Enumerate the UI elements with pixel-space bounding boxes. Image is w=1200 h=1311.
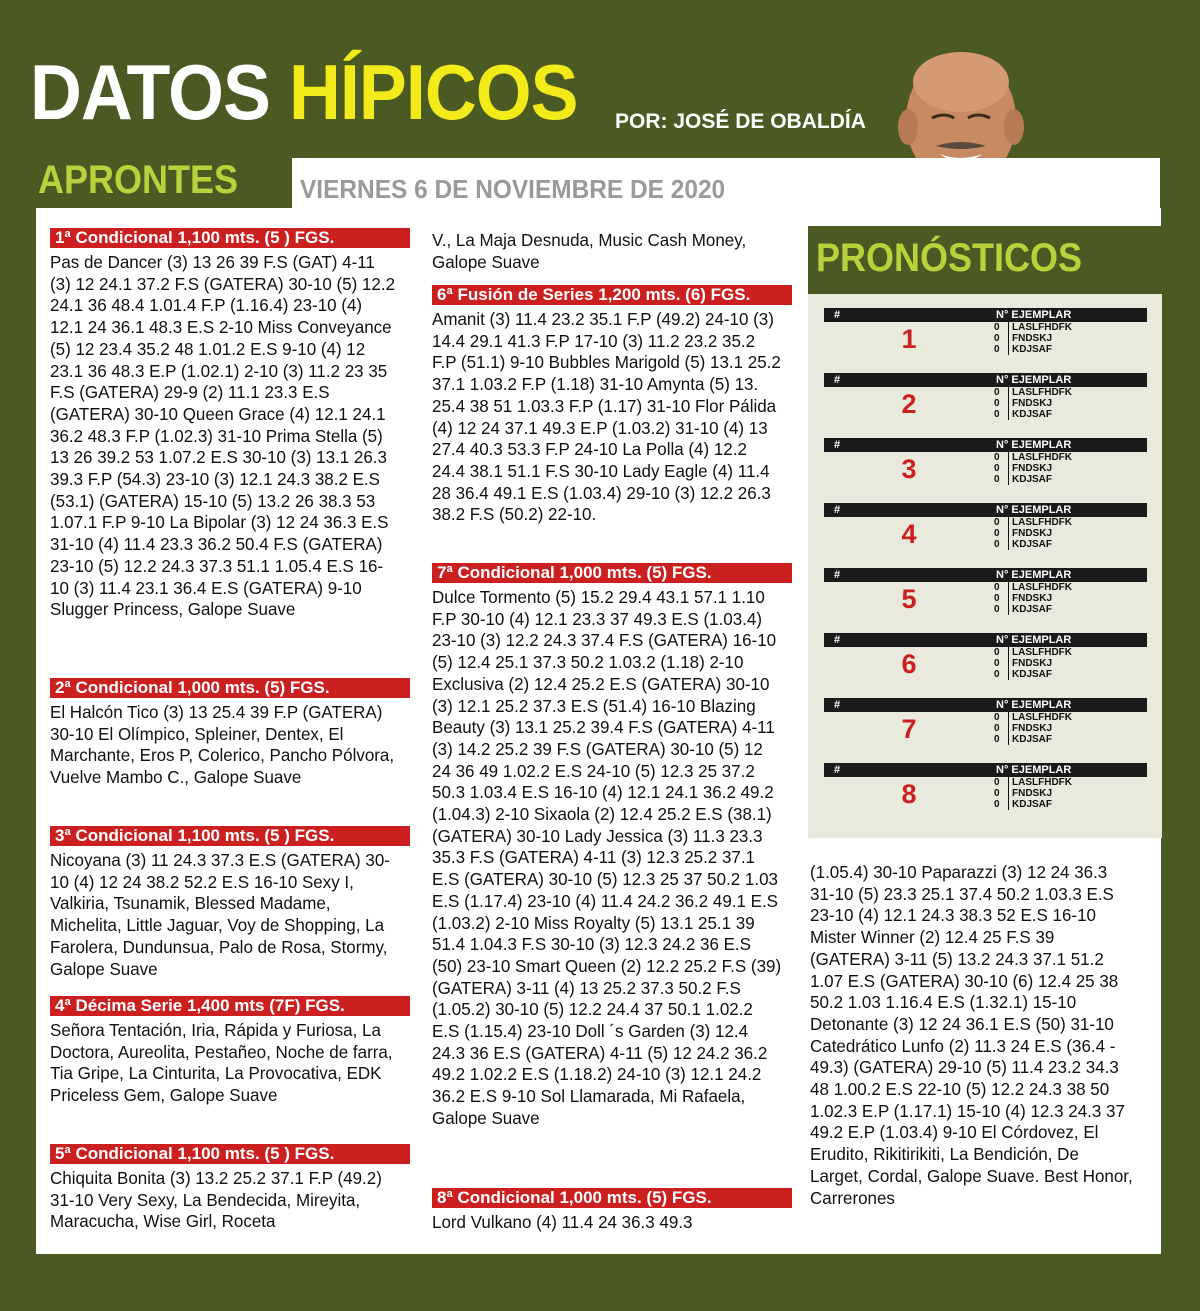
col-ejemplar-label: N° EJEMPLAR bbox=[996, 569, 1072, 581]
pronostico-row bbox=[824, 503, 1147, 563]
entry-number: 0 bbox=[994, 463, 1009, 474]
col-ejemplar-label: N° EJEMPLAR bbox=[996, 699, 1072, 711]
pronostico-row-header bbox=[824, 763, 1147, 777]
race-heading: 7ª Condicional 1,000 mts. (5) FGS. bbox=[432, 563, 792, 583]
race-6 bbox=[432, 285, 792, 526]
race-8 bbox=[432, 1188, 792, 1234]
col-hash-label: # bbox=[834, 374, 841, 386]
race-3 bbox=[50, 826, 410, 980]
entry-number: 0 bbox=[994, 788, 1009, 799]
pronostico-entry bbox=[994, 528, 1072, 539]
race-body: Dulce Tormento (5) 15.2 29.4 43.1 57.1 1.10 F.P 30-10 (4) 12.1 23.3 37 49.3 E.S (1.03.4) 23-10 (3) 12.2 24.3 37.4 F.S (GATERA) 16-10 (5) 12.4 25.1 37.3 50.2 1.03.2 (1.18) 2-10 Exclusiva (2) 12.4 25.2 E.S (GATERA) 30-10 (3) 12.1 25.2 37.3 E.S (51.4) 16-10 Blazing Beauty (3) 13.1 25.2 39.4 F.S (GATERA) 4-11 (3) 14.2 25.2 39 F.S (GATERA) 30-10 (5) 12 24 36 49 1.02.2 E.S 24-10 (5) 12.3 25 37.2 50.3 1.03.4 E.S 16-10 (4) 12.1 24.1 36.2 49.2 (1.04.3) 2-10 Sixaola (2) 12.4 25.2 E.S (38.1) (GATERA) 30-10 Lady Jessica (3) 11.3 23.3 35.3 F.S (GATERA) 4-11 (3) 12.3 25.2 37.1 E.S (GATERA) 30-10 (5) 12.3 25 37 50.2 1.03 E.S (1.17.4) 23-10 (4) 11.4 24.2 36.2 49.1 E.S (1.03.2) 2-10 Miss Royalty (5) 13.1 25.1 39 51.4 1.04.3 F.S 30-10 (3) 12.3 24.2 36 E.S (50) 23-10 Smart Queen (2) 12.2 25.2 F.S (39) (GATERA) 3-11 (4) 13 25.2 37.3 50.2 F.S (1.05.2) 30-10 (5) 12.2 24.4 37 50.1 1.02.2 E.S (1.15.4) 23-10 Doll ´s Garden (3) 12.4 24.3 36 E.S (GATERA) 4-11 (5) 12 24.2 36.2 49.2 1.02.2 E.S (1.18.2) 24-10 (3) 12.1 24.2 36.2 E.S 9-10 Sol Llamarada, Mi Rafaela, Galope Suave bbox=[432, 587, 782, 1128]
entry-name: KDJSAF bbox=[1012, 799, 1053, 810]
pronostico-entry bbox=[994, 604, 1072, 615]
section-aprontes: APRONTES bbox=[38, 158, 239, 202]
race-5 bbox=[50, 1144, 410, 1233]
entry-number: 0 bbox=[994, 799, 1009, 810]
pronostico-entries bbox=[994, 582, 1072, 615]
race-body: Señora Tentación, Iria, Rápida y Furiosa, La Doctora, Aureolita, Pestañeo, Noche de farra, Tia Gripe, La Cinturita, La Provocativa, EDK Priceless Gem, Galope Suave bbox=[50, 1020, 393, 1106]
race-body: El Halcón Tico (3) 13 25.4 39 F.P (GATERA) 30-10 El Olímpico, Spleiner, Dentex, El Marchante, Eros P, Colerico, Pancho Pólvora, Vuelve Mambo C., Galope Suave bbox=[50, 702, 395, 788]
pronostico-entry bbox=[994, 712, 1072, 723]
race-body: (1.05.4) 30-10 Paparazzi (3) 12 24 36.3 31-10 (5) 23.3 25.1 37.4 50.2 1.03.3 E.S 23-10 (4) 12.1 24.3 38.3 52 E.S 16-10 Mister Winner (2) 12.4 25 F.S 39 (GATERA) 3-11 (5) 13.2 24.3 37.1 51.2 1.07 E.S (GATERA) 30-10 (6) 12.4 25 38 50.2 1.03 1.16.4 E.S (1.32.1) 15-10 Detonante (3) 12 24 36.1 E.S (50) 31-10 Catedrático Lunfo (2) 11.3 24 E.S (36.4 - 49.3) (GATERA) 29-10 (5) 11.4 23.2 34.3 48 1.00.2 E.S 22-10 (5) 12.2 24.3 38 50 1.02.3 E.P (1.17.1) 15-10 (4) 12.3 24.3 37 49.2 E.P (1.03.4) 9-10 El Córdovez, El Erudito, Rikitirikiti, La Bendición, De Larget, Cordal, Galope Suave. Best Honor, Carrerones bbox=[810, 862, 1133, 1208]
race-number: 7 bbox=[901, 714, 917, 744]
entry-name: FNDSKJ bbox=[1012, 723, 1053, 734]
entry-name: KDJSAF bbox=[1012, 344, 1053, 355]
pronostico-entry bbox=[994, 387, 1072, 398]
entry-name: FNDSKJ bbox=[1012, 463, 1053, 474]
pronosticos-title: PRONÓSTICOS bbox=[816, 236, 1083, 280]
race-5-continued bbox=[432, 230, 792, 273]
race-heading: 4ª Décima Serie 1,400 mts (7F) FGS. bbox=[50, 996, 410, 1016]
col-hash-label: # bbox=[834, 634, 841, 646]
race-heading: 2ª Condicional 1,000 mts. (5) FGS. bbox=[50, 678, 410, 698]
pronostico-entry bbox=[994, 452, 1072, 463]
entry-name: KDJSAF bbox=[1012, 604, 1053, 615]
col-hash-label: # bbox=[834, 504, 841, 516]
race-body: Chiquita Bonita (3) 13.2 25.2 37.1 F.P (49.2) 31-10 Very Sexy, La Bendecida, Mireyita, Maracucha, Wise Girl, Roceta bbox=[50, 1168, 382, 1232]
pronostico-row-header bbox=[824, 633, 1147, 647]
col-hash-label: # bbox=[834, 439, 841, 451]
entry-name: FNDSKJ bbox=[1012, 528, 1053, 539]
entry-number: 0 bbox=[994, 474, 1009, 485]
pronostico-entry bbox=[994, 799, 1072, 810]
pronostico-row bbox=[824, 373, 1147, 433]
pronostico-entries bbox=[994, 777, 1072, 810]
race-number: 5 bbox=[901, 584, 917, 614]
race-body: Amanit (3) 11.4 23.2 35.1 F.P (49.2) 24-10 (3) 14.4 29.1 41.3 F.P 17-10 (3) 11.2 23.2 35.2 F.P (51.1) 9-10 Bubbles Marigold (5) 13.1 25.2 37.1 1.03.2 F.P (1.18) 31-10 Amynta (5) 13. 25.4 38 51 1.03.3 F.P (1.17) 31-10 Flor Pálida (4) 12 24 37.1 49.3 E.P (1.03.2) 31-10 (4) 13 27.4 40.3 53.3 F.P 24-10 La Polla (4) 12.2 24.4 38.1 51.1 F.S 30-10 Lady Eagle (4) 11.4 28 36.4 49.1 E.S (1.03.4) 29-10 (3) 12.2 26.3 38.2 F.S (50.2) 22-10. bbox=[432, 309, 781, 525]
entry-name: FNDSKJ bbox=[1012, 398, 1053, 409]
entry-name: LASLFHDFK bbox=[1012, 712, 1072, 723]
pronostico-row-header bbox=[824, 568, 1147, 582]
pronostico-entries bbox=[994, 322, 1072, 355]
entry-name: LASLFHDFK bbox=[1012, 452, 1072, 463]
pronostico-entry bbox=[994, 723, 1072, 734]
entry-name: KDJSAF bbox=[1012, 539, 1053, 550]
race-heading: 6ª Fusión de Series 1,200 mts. (6) FGS. bbox=[432, 285, 792, 305]
race-number: 6 bbox=[901, 649, 917, 679]
date-label: VIERNES 6 DE NOVIEMBRE DE 2020 bbox=[300, 174, 726, 204]
pronostico-row-header bbox=[824, 698, 1147, 712]
entry-number: 0 bbox=[994, 647, 1009, 658]
page-title bbox=[30, 48, 578, 136]
col-ejemplar-label: N° EJEMPLAR bbox=[996, 309, 1072, 321]
race-body: V., La Maja Desnuda, Music Cash Money, Galope Suave bbox=[432, 230, 747, 272]
entry-name: FNDSKJ bbox=[1012, 593, 1053, 604]
pronostico-entry bbox=[994, 734, 1072, 745]
pronostico-entry bbox=[994, 539, 1072, 550]
race-2 bbox=[50, 678, 410, 789]
col-ejemplar-label: N° EJEMPLAR bbox=[996, 439, 1072, 451]
pronostico-row-header bbox=[824, 308, 1147, 322]
pronostico-entries bbox=[994, 387, 1072, 420]
col-hash-label: # bbox=[834, 699, 841, 711]
pronostico-row-header bbox=[824, 503, 1147, 517]
race-4 bbox=[50, 996, 410, 1107]
pronostico-entry bbox=[994, 647, 1072, 658]
pronostico-row-header bbox=[824, 438, 1147, 452]
entry-name: LASLFHDFK bbox=[1012, 582, 1072, 593]
col-ejemplar-label: N° EJEMPLAR bbox=[996, 504, 1072, 516]
col-hash-label: # bbox=[834, 764, 841, 776]
entry-number: 0 bbox=[994, 712, 1009, 723]
entry-number: 0 bbox=[994, 604, 1009, 615]
entry-number: 0 bbox=[994, 344, 1009, 355]
entry-number: 0 bbox=[994, 452, 1009, 463]
race-body: Pas de Dancer (3) 13 26 39 F.S (GAT) 4-11 (3) 12 24.1 37.2 F.S (GATERA) 30-10 (5) 12.2 24.1 36 48.4 1.01.4 F.P (1.16.4) 23-10 (4) 12.1 24 36.1 48.3 E.S 2-10 Miss Conveyance (5) 12 23.4 35.2 48 1.01.2 E.S 9-10 (4) 12 23.1 36 48.3 E.P (1.02.1) 2-10 (3) 11.2 23 35 F.S (GATERA) 29-9 (2) 11.1 23.3 E.S (GATERA) 30-10 Queen Grace (4) 12.1 24.1 36.2 48.3 F.P (1.02.3) 31-10 Prima Stella (5) 13 26 39.2 53 1.07.2 E.S 30-10 (3) 13.1 26.3 39.3 F.P (54.3) 23-10 (3) 12.1 24.3 38.2 E.S (53.1) (GATERA) 15-10 (5) 13.2 26 38.3 53 1.07.1 F.P 9-10 La Bipolar (3) 12 24 36.3 E.S 31-10 (4) 11.4 23.3 36.2 50.4 F.S (GATERA) 23-10 (5) 12.2 24.3 37.3 51.1 1.05.4 E.S 16-10 (3) 11.4 23.1 36.4 E.S (GATERA) 9-10 Slugger Princess, Galope Suave bbox=[50, 252, 396, 620]
entry-number: 0 bbox=[994, 723, 1009, 734]
pronostico-entry bbox=[994, 788, 1072, 799]
pronostico-entry bbox=[994, 409, 1072, 420]
entry-name: FNDSKJ bbox=[1012, 333, 1053, 344]
pronostico-row bbox=[824, 763, 1147, 823]
pronostico-entry bbox=[994, 463, 1072, 474]
race-number: 2 bbox=[901, 389, 917, 419]
race-heading: 8ª Condicional 1,000 mts. (5) FGS. bbox=[432, 1188, 792, 1208]
pronostico-entry bbox=[994, 582, 1072, 593]
pronostico-entry bbox=[994, 658, 1072, 669]
entry-number: 0 bbox=[994, 658, 1009, 669]
race-body: Lord Vulkano (4) 11.4 24 36.3 49.3 bbox=[432, 1212, 693, 1232]
byline: POR: JOSÉ DE OBALDÍA bbox=[615, 110, 866, 133]
col-ejemplar-label: N° EJEMPLAR bbox=[996, 634, 1072, 646]
entry-number: 0 bbox=[994, 333, 1009, 344]
col-hash-label: # bbox=[834, 569, 841, 581]
entry-number: 0 bbox=[994, 409, 1009, 420]
race-1 bbox=[50, 228, 410, 621]
pronostico-entries bbox=[994, 517, 1072, 550]
pronostico-entry bbox=[994, 669, 1072, 680]
pronostico-row bbox=[824, 698, 1147, 758]
pronostico-row bbox=[824, 568, 1147, 628]
entry-name: LASLFHDFK bbox=[1012, 777, 1072, 788]
col-ejemplar-label: N° EJEMPLAR bbox=[996, 764, 1072, 776]
title-hipicos: HÍPICOS bbox=[288, 48, 578, 136]
entry-name: KDJSAF bbox=[1012, 734, 1053, 745]
race-heading: 3ª Condicional 1,100 mts. (5 ) FGS. bbox=[50, 826, 410, 846]
entry-number: 0 bbox=[994, 517, 1009, 528]
entry-name: KDJSAF bbox=[1012, 409, 1053, 420]
entry-number: 0 bbox=[994, 734, 1009, 745]
entry-number: 0 bbox=[994, 322, 1009, 333]
pronostico-entries bbox=[994, 712, 1072, 745]
entry-number: 0 bbox=[994, 777, 1009, 788]
entry-number: 0 bbox=[994, 539, 1009, 550]
race-number: 8 bbox=[901, 779, 917, 809]
entry-name: LASLFHDFK bbox=[1012, 517, 1072, 528]
race-number: 3 bbox=[901, 454, 917, 484]
entry-number: 0 bbox=[994, 528, 1009, 539]
race-number: 1 bbox=[901, 324, 917, 354]
entry-name: LASLFHDFK bbox=[1012, 322, 1072, 333]
entry-name: FNDSKJ bbox=[1012, 788, 1053, 799]
title-datos: DATOS bbox=[30, 48, 270, 136]
pronostico-row bbox=[824, 633, 1147, 693]
entry-name: KDJSAF bbox=[1012, 669, 1053, 680]
entry-number: 0 bbox=[994, 387, 1009, 398]
race-8-continued bbox=[810, 862, 1145, 1209]
pronostico-entry bbox=[994, 777, 1072, 788]
race-7 bbox=[432, 563, 792, 1130]
pronostico-entry bbox=[994, 322, 1072, 333]
race-number: 4 bbox=[901, 519, 917, 549]
pronostico-entry bbox=[994, 344, 1072, 355]
pronostico-row-header bbox=[824, 373, 1147, 387]
pronostico-row bbox=[824, 438, 1147, 498]
pronostico-entries bbox=[994, 452, 1072, 485]
entry-name: LASLFHDFK bbox=[1012, 647, 1072, 658]
entry-number: 0 bbox=[994, 593, 1009, 604]
entry-number: 0 bbox=[994, 669, 1009, 680]
pronostico-entries bbox=[994, 647, 1072, 680]
entry-number: 0 bbox=[994, 582, 1009, 593]
pronostico-entry bbox=[994, 333, 1072, 344]
entry-name: KDJSAF bbox=[1012, 474, 1053, 485]
race-heading: 5ª Condicional 1,100 mts. (5 ) FGS. bbox=[50, 1144, 410, 1164]
entry-name: FNDSKJ bbox=[1012, 658, 1053, 669]
entry-name: LASLFHDFK bbox=[1012, 387, 1072, 398]
pronostico-row bbox=[824, 308, 1147, 368]
col-hash-label: # bbox=[834, 309, 841, 321]
race-body: Nicoyana (3) 11 24.3 37.3 E.S (GATERA) 30-10 (4) 12 24 38.2 52.2 E.S 16-10 Sexy I, Valkiria, Tsunamik, Blessed Madame, Michelita, Little Jaguar, Voy de Shopping, La Farolera, Dundunsua, Palo de Rosa, Stormy, Galope Suave bbox=[50, 850, 390, 979]
pronostico-entry bbox=[994, 474, 1072, 485]
pronostico-entry bbox=[994, 593, 1072, 604]
col-ejemplar-label: N° EJEMPLAR bbox=[996, 374, 1072, 386]
entry-number: 0 bbox=[994, 398, 1009, 409]
pronostico-entry bbox=[994, 517, 1072, 528]
race-heading: 1ª Condicional 1,100 mts. (5 ) FGS. bbox=[50, 228, 410, 248]
pronostico-entry bbox=[994, 398, 1072, 409]
